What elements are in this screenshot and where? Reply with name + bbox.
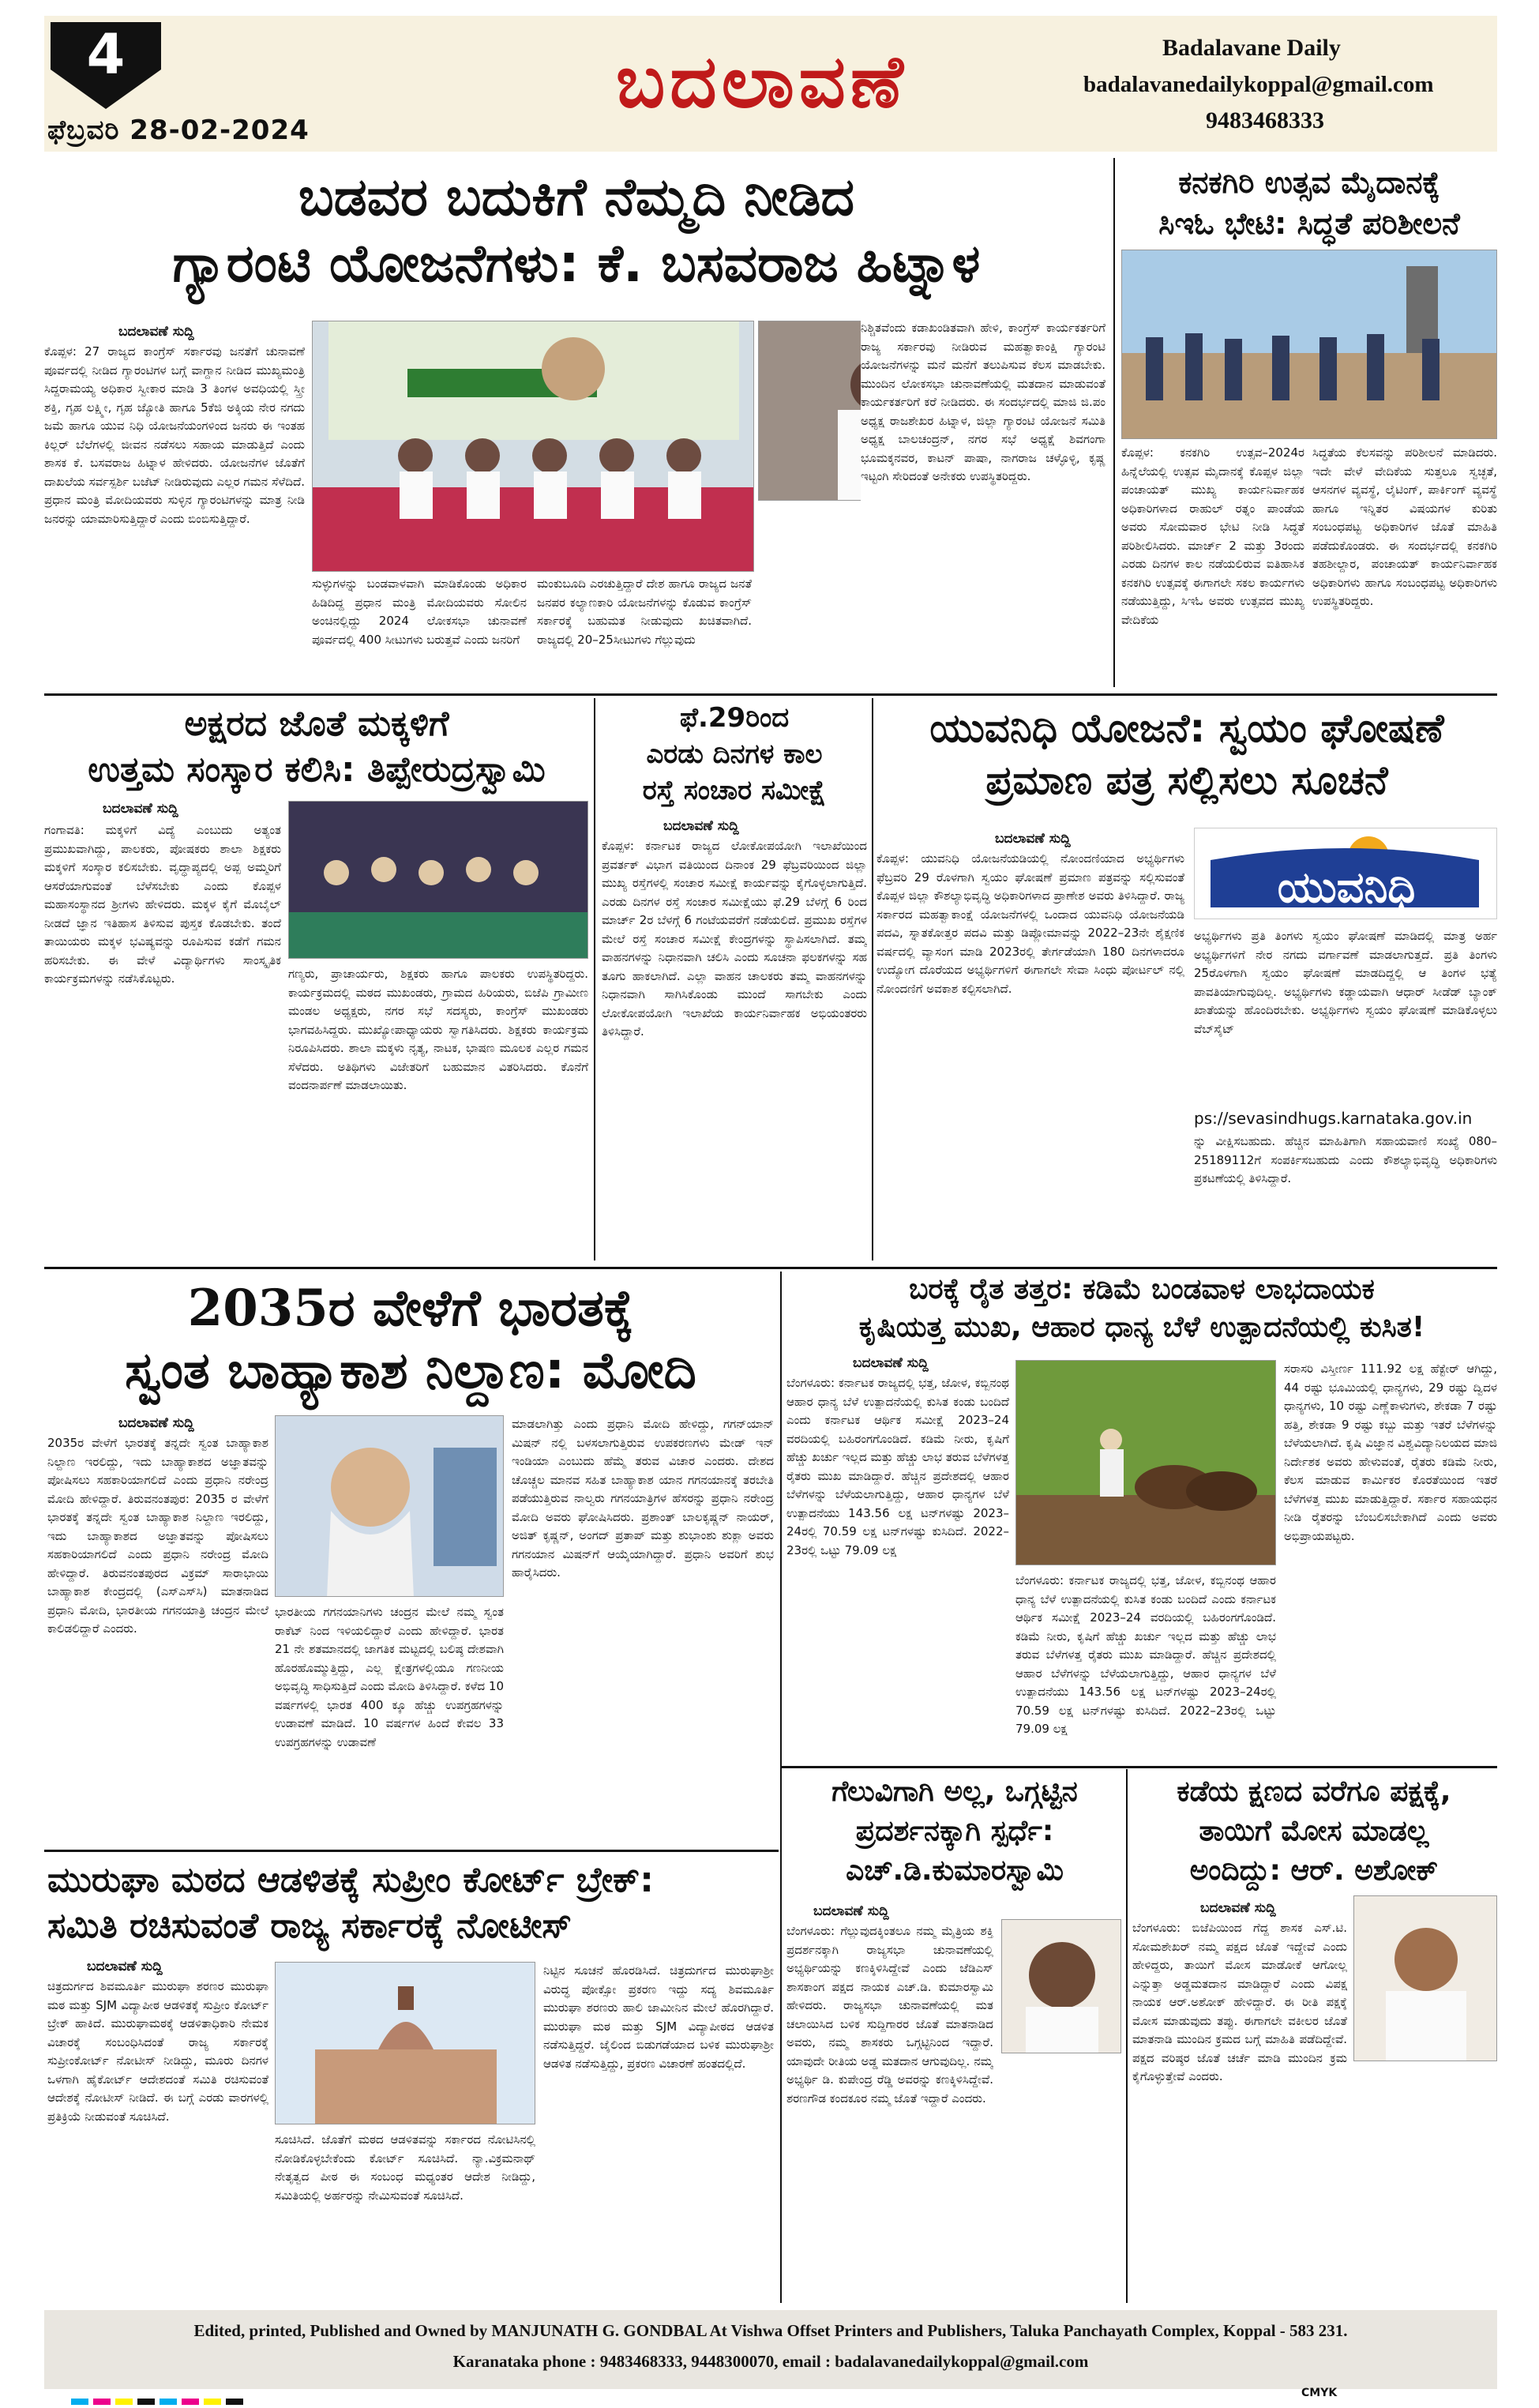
lead-col-1: ಕೊಪ್ಪಳ: 27 ರಾಜ್ಯದ ಕಾಂಗ್ರೆಸ್ ಸರ್ಕಾರವು ಜನತೆಗೆ ಚುನಾವಣೆ ಪೂರ್ವದಲ್ಲಿ ನೀಡಿದ ಗ್ಯಾರಂಟಿಗಳ ಬಗ್ಗೆ ವಾಗ್ದಾನ ನೀಡಿದ ಮುಖ್ಯಮಂತ್ರಿ ಸಿದ್ದರಾಮಯ್ಯ ಅಧಿಕಾರ ಸ್ವೀಕಾರ ಮಾಡಿ 3 ತಿಂಗಳ ಅವಧಿಯಲ್ಲಿ ಸ್ತ್ರೀ ಶಕ್ತಿ, ಗೃಹ ಲಕ್ಷ್ಮೀ, ಗೃಹ ಜ್ಯೋತಿ ಹಾಗೂ 5ಕೆಜಿ ಅಕ್ಕಿಯ ನೇರ ನಗದು ಜಮೆ ಹಾಗೂ ಯುವ ನಿಧಿ ಯೋಜನೆಯಂಗಳಿಂದ ಜನರು ಈ ಇಂತಹ ಕಿಲ್ಲರ್ ಬೆಲೆಗಳಲ್ಲಿ ಜೀವನ ನಡೆಸಲು ಸಹಾಯ ಮಾಡುತ್ತಿದೆ ಎಂದು ಶಾಸಕ ಕೆ. ಬಸವರಾಜ ಹಿಟ್ನಾಳ ಹೇಳಿದರು. ಯೋಜನೆಗಳ ಜೊತೆಗೆ ದಾಖಲೆಯ ಸರ್ವಸ್ಪರ್ಶಿ ಬಜೆಟ್ ನೀಡಿರುವುದು ಎಲ್ಲರ ಗಮನ ಸೆಳೆದಿದೆ. ಪ್ರಧಾನ ಮಂತ್ರಿ ಮೋದಿಯವರು ಸುಳ್ಳಿನ ಗ್ಯಾರಂಟಿಗಳನ್ನು ಮಾತ್ರ ನೀಡಿ ಜನರನ್ನು ಯಾಮಾರಿಸುತ್ತಿದ್ದಾರೆ ಎಂದು ಬಿಂಬಿಸುತ್ತಿದ್ದಾರೆ. <box>44 344 305 526</box>
akshara-photo-image <box>289 802 588 959</box>
kanakagiri-headline-1: ಕನಕಗಿರಿ ಉತ್ಸವ ಮೈದಾನಕ್ಕೆ <box>1178 165 1440 200</box>
space-col-3: ಮಾಡಲಾಗಿತ್ತು ಎಂದು ಪ್ರಧಾನಿ ಮೋದಿ ಹೇಳಿದ್ದು, ಗಗನ್‌ಯಾನ್ ಮಿಷನ್ ನಲ್ಲಿ ಬಳಸಲಾಗುತ್ತಿರುವ ಉಪಕರಣಗಳು ಮೇಡ್ ಇನ್ ಇಂಡಿಯಾ ಎಂಬುದು ಹೆಮ್ಮೆ ತರುವ ವಿಚಾರ ಎಂದರು. ದೇಶದ ಚೊಚ್ಚಲ ಮಾನವ ಸಹಿತ ಬಾಹ್ಯಾಕಾಶ ಯಾನ ಗಗನಯಾನಕ್ಕೆ ತರಬೇತಿ ಪಡೆಯುತ್ತಿರುವ ನಾಲ್ವರು ಗಗನಯಾತ್ರಿಗಳ ಹೆಸರನ್ನು ಪ್ರಧಾನಿ ನರೇಂದ್ರ ಮೋದಿ ಅವರು ಘೋಷಿಸಿದರು. ಪ್ರಶಾಂತ್ ಬಾಲಕೃಷ್ಣನ್ ನಾಯರ್, ಅಜಿತ್ ಕೃಷ್ಣನ್, ಅಂಗದ್ ಪ್ರತಾಪ್ ಮತ್ತು ಶುಭಾಂಶು ಶುಕ್ಲಾ ಅವರು ಗಗನಯಾನ ಮಿಷನ್‌ಗೆ ಆಯ್ಕೆಯಾಗಿದ್ದಾರೆ. ಪ್ರಧಾನಿ ಅವರಿಗೆ ಶುಭ ಹಾರೈಸಿದರು. <box>512 1417 774 1580</box>
ashok-photo-image <box>1354 1896 1497 2061</box>
section-rule <box>44 1850 779 1852</box>
column-rule <box>1113 158 1115 687</box>
hdk-headline-3: ಎಚ್.ಡಿ.ಕುಮಾರಸ್ವಾಮಿ <box>846 1854 1064 1887</box>
farmer-col-1: ಬೆಂಗಳೂರು: ಕರ್ನಾಟಕ ರಾಜ್ಯದಲ್ಲಿ ಭತ್ತ, ಜೋಳ, ಕಬ್ಬಿನಂಥ ಆಹಾರ ಧಾನ್ಯ ಬೆಳೆ ಉತ್ಪಾದನೆಯಲ್ಲಿ ಕುಸಿತ ಕಂಡು ಬಂದಿದೆ ಎಂದು ಕರ್ನಾಟಕ ಆರ್ಥಿಕ ಸಮೀಕ್ಷೆ 2023–24 ವರದಿಯಲ್ಲಿ ಬಹಿರಂಗಗೊಂಡಿದೆ. ಕಡಿಮೆ ನೀರು, ಕೃಷಿಗೆ ಹೆಚ್ಚು ಖರ್ಚು ಇಲ್ಲದ ಮತ್ತು ಹೆಚ್ಚು ಲಾಭ ತರುವ ಬೆಳೆಗಳತ್ತ ರೈತರು ಮುಖ ಮಾಡಿದ್ದಾರೆ. ಹೆಚ್ಚಿನ ಪ್ರದೇಶದಲ್ಲಿ ಆಹಾರ ಬೆಳೆಗಳನ್ನು ಬೆಳೆಯಲಾಗುತ್ತಿದ್ದು, ಆಹಾರ ಧಾನ್ಯಗಳ ಬೆಳೆ ಉತ್ಪಾದನೆಯು 143.56 ಲಕ್ಷ ಟನ್‌ಗಳಷ್ಟು 2023–24ರಲ್ಲಿ 70.59 ಲಕ್ಷ ಟನ್‌ಗಳಷ್ಟು ಕುಸಿದಿದೆ. 2022–23ರಲ್ಲಿ ಒಟ್ಟು 79.09 ಲಕ್ಷ <box>786 1376 1009 1557</box>
section-rule <box>780 1766 1497 1768</box>
footer-imprint <box>44 2310 1497 2389</box>
farmer-photo-image <box>1016 1361 1276 1565</box>
kanakagiri-photo <box>1121 250 1497 439</box>
hdk-headline-2: ಪ್ರದರ್ಶನಕ್ಕಾಗಿ ಸ್ಪರ್ಧೆ: <box>855 1815 1054 1847</box>
space-byline: ಬದಲಾವಣೆ ಸುದ್ದಿ <box>118 1415 194 1431</box>
column-rule <box>1126 1769 1128 2303</box>
akshara-col-1: ಗಂಗಾವತಿ: ಮಕ್ಕಳಿಗೆ ವಿದ್ಯೆ ಎಂಬುದು ಅತ್ಯಂತ ಪ್ರಮುಖವಾಗಿದ್ದು, ಪಾಲಕರು, ಪೋಷಕರು ಶಾಲಾ ಶಿಕ್ಷಕರು ಮಕ್ಕಳಿಗೆ ಸಂಸ್ಕಾರ ಕಲಿಸಬೇಕು. ವೃದ್ಧಾಪ್ಯದಲ್ಲಿ ಅಪ್ಪ ಅಮ್ಮರಿಗೆ ಆಸರೆಯಾಗುವಂತೆ ಬೆಳೆಸಬೇಕು ಎಂದು ಕೊಪ್ಪಳ ಮಹಾಸಂಸ್ಥಾನದ ಶ್ರೀಗಳು ಹೇಳಿದರು. ಮಕ್ಕಳ ಕೈಗೆ ಮೊಬೈಲ್ ನೀಡದೆ ಜ್ಞಾನ ಇತಿಹಾಸ ತಿಳಿಸುವ ಪುಸ್ತಕ ಕೊಡಬೇಕು. ತಂದೆ ತಾಯಿಯರು ಮಕ್ಕಳ ಭವಿಷ್ಯವನ್ನು ರೂಪಿಸುವ ಕಡೆಗೆ ಗಮನ ಹರಿಸಬೇಕು. ಈ ವೇಳೆ ವಿದ್ಯಾರ್ಥಿಗಳು ಸಾಂಸ್ಕೃತಿಕ ಕಾರ್ಯಕ್ರಮಗಳನ್ನು ನಡೆಸಿಕೊಟ್ಟರು. <box>44 823 281 986</box>
masthead-contact <box>1083 30 1494 139</box>
yuvanidhi-logo <box>1194 828 1497 919</box>
color-bar-left <box>71 2393 248 2408</box>
muruga-photo <box>275 1962 535 2124</box>
lead-col-2-text <box>861 319 1105 687</box>
kanakagiri-photo-image <box>1122 250 1497 439</box>
column-rule <box>594 698 595 1260</box>
yuvanidhi-col-1: ಕೊಪ್ಪಳ: ಯುವನಿಧಿ ಯೋಜನೆಯಡಿಯಲ್ಲಿ ನೋಂದಣಿಯಾದ ಅಭ್ಯರ್ಥಿಗಳು ಫೆಬ್ರವರಿ 29 ರೊಳಗಾಗಿ ಸ್ವಯಂ ಘೋಷಣೆ ಪ್ರಮಾಣ ಪತ್ರವನ್ನು ಸಲ್ಲಿಸುವಂತೆ ಕೊಪ್ಪಳ ಜಿಲ್ಲಾ ಕೌಶಲ್ಯಾಭಿವೃದ್ಧಿ ಅಧಿಕಾರಿಗಳಾದ ಪ್ರಾಣೇಶ ಅವರು ತಿಳಿಸಿದ್ದಾರೆ. ರಾಜ್ಯ ಸರ್ಕಾರದ ಮಹತ್ವಾಕಾಂಕ್ಷೆ ಯೋಜನೆಗಳಲ್ಲಿ ಒಂದಾದ ಯುವನಿಧಿ ಯೋಜನೆಯಡಿ ಪದವಿ, ಸ್ನಾತಕೋತ್ತರ ಪದವಿ ಮತ್ತು ಡಿಪ್ಲೋಮಾವನ್ನು 2022–23ನೇ ಶೈಕ್ಷಣಿಕ ವರ್ಷದಲ್ಲಿ ವ್ಯಾಸಂಗ ಮಾಡಿ 2023ರಲ್ಲಿ ತೇರ್ಗಡೆಯಾಗಿ 180 ದಿನಗಳಾದರೂ ಉದ್ಯೋಗ ದೊರೆಯದ ಅಭ್ಯರ್ಥಿಗಳಿಗೆ ಈಗಾಗಲೇ ಸೇವಾ ಸಿಂಧು ಪೋರ್ಟಲ್ ನಲ್ಲಿ ನೋಂದಣಿಗೆ ಅವಕಾಶ ಕಲ್ಪಿಸಲಾಗಿದೆ. <box>876 851 1184 996</box>
lead-col-2-body: ನಿಶ್ಚಿತವೆಂದು ಕಡಾಖಂಡಿತವಾಗಿ ಹೇಳಿ, ಕಾಂಗ್ರೆಸ್ ಕಾರ್ಯಕರ್ತರಿಗೆ ರಾಜ್ಯ ಸರ್ಕಾರವು ನೀಡಿರುವ ಮಹತ್ವಾಕಾಂಕ್ಷಿ ಗ್ಯಾರಂಟಿ ಯೋಜನೆಗಳನ್ನು ಮನೆ ಮನೆಗೆ ತಲುಪಿಸುವ ಕೆಲಸ ಮಾಡಬೇಕು. ಮುಂದಿನ ಲೋಕಸಭಾ ಚುನಾವಣೆಯಲ್ಲಿ ಮತದಾನ ಮಾಡುವಂತೆ ಕಾರ್ಯಕರ್ತರಿಗೆ ಕರೆ ನೀಡಿದರು. ಈ ಸಂದರ್ಭದಲ್ಲಿ ಮಾಜಿ ಜಿ.ಪಂ ಅಧ್ಯಕ್ಷ ರಾಜಶೇಖರ ಹಿಟ್ನಾಳ, ಜಿಲ್ಲಾ ಗ್ಯಾರಂಟಿ ಯೋಜನೆ ಸಮಿತಿ ಅಧ್ಯಕ್ಷ ಬಾಲಚಂದ್ರನ್, ನಗರ ಸಭೆ ಅಧ್ಯಕ್ಷೆ ಶಿವಗಂಗಾ ಭೂಮಕ್ಕನವರ, ಕಾಟನ್ ಪಾಷಾ, ನಾಗರಾಜ ಚಳ್ಳೊಳ್ಳಿ, ಕೃಷ್ಣ ಇಟ್ಟಂಗಿ ಸೇರಿದಂತೆ ಅನೇಕರು ಉಪಸ್ಥಿತರಿದ್ದರು. <box>861 321 1105 483</box>
yuvanidhi-headline-1: ಯುವನಿಧಿ ಯೋಜನೆ: ಸ್ವಯಂ ಘೋಷಣೆ <box>929 705 1444 751</box>
hdk-byline: ಬದಲಾವಣೆ ಸುದ್ದಿ <box>813 1903 889 1919</box>
ashok-headline-2: ತಾಯಿಗೆ ಮೋಸ ಮಾಡಲ್ಲ <box>1199 1815 1429 1847</box>
hdk-photo-image <box>1002 1920 1121 2053</box>
kanakagiri-col-1: ಕೊಪ್ಪಳ: ಕನಕಗಿರಿ ಉತ್ಸವ–2024ರ ಹಿನ್ನೆಲೆಯಲ್ಲಿ ಉತ್ಸವ ಮೈದಾನಕ್ಕೆ ಕೊಪ್ಪಳ ಜಿಲ್ಲಾ ಪಂಚಾಯತ್ ಮುಖ್ಯ ಕಾರ್ಯನಿರ್ವಾಹಕ ಅಧಿಕಾರಿಗಳಾದ ರಾಹುಲ್ ರತ್ನಂ ಪಾಂಡೆಯ ಅವರು ಸೋಮವಾರ ಭೇಟಿ ನೀಡಿ ಸಿದ್ಧತೆ ಪರಿಶೀಲಿಸಿದರು. ಮಾರ್ಚ್ 2 ಮತ್ತು 3ರಂದು ಎರಡು ದಿನಗಳ ಕಾಲ ನಡೆಯಲಿರುವ ಐತಿಹಾಸಿಕ ಕನಕಗಿರಿ ಉತ್ಸವಕ್ಕೆ ಈಗಾಗಲೇ ಸಕಲ ಕಾರ್ಯಗಳು ನಡೆಯುತ್ತಿದ್ದು, ಸಿಇಓ ಅವರು ಉತ್ಸವದ ಮುಖ್ಯ ವೇದಿಕೆಯ <box>1121 445 1304 627</box>
paper-email[interactable]: badalavanedailykoppal@gmail.com <box>1083 72 1434 97</box>
muruga-col-2: ಸೂಚಿಸಿದೆ. ಜೊತೆಗೆ ಮಠದ ಆಡಳಿತವನ್ನು ಸರ್ಕಾರದ ನೋಟಿಸಿನಲ್ಲಿ ನೋಡಿಕೊಳ್ಳಬೇಕೆಂದು ಕೋರ್ಟ್ ಸೂಚಿಸಿದೆ. ನ್ಯಾ.ವಿಕ್ರಮನಾಥ್ ನೇತೃತ್ವದ ಪೀಠ ಈ ಸಂಬಂಧ ಮಧ್ಯಂತರ ಆದೇಶ ನೀಡಿದ್ದು, ಸಮಿತಿಯಲ್ಲಿ ಅರ್ಹರನ್ನು ನೇಮಿಸುವಂತೆ ಸೂಚಿಸಿದೆ. <box>275 2132 535 2203</box>
column-rule <box>872 698 873 1260</box>
ashok-photo <box>1353 1895 1497 2061</box>
lead-photo <box>312 321 754 572</box>
lead-caption-1: ಸುಳ್ಳುಗಳನ್ನು ಬಂಡವಾಳವಾಗಿ ಮಾಡಿಕೊಂಡು ಅಧಿಕಾರ ಹಿಡಿದಿದ್ದ ಪ್ರಧಾನ ಮಂತ್ರಿ ಮೋದಿಯವರು ಸೋಲಿನ ಅಂಚಿನಲ್ಲಿದ್ದು 2024 ಲೋಕಸಭಾ ಚುನಾವಣೆ ಪೂರ್ವದಲ್ಲಿ 400 ಸೀಟುಗಳು ಬರುತ್ತವೆ ಎಂದು ಜನರಿಗೆ <box>312 577 527 647</box>
ashok-col-1: ಬೆಂಗಳೂರು: ಬಿಜೆಪಿಯಿಂದ ಗೆದ್ದ ಶಾಸಕ ಎಸ್.ಟಿ. ಸೋಮಶೇಖರ್ ನಮ್ಮ ಪಕ್ಷದ ಜೊತೆ ಇದ್ದೇವೆ ಎಂದು ಹೇಳಿದ್ದರು, ತಾಯಿಗೆ ಮೋಸ ಮಾಡೋಕೆ ಆಗೋಲ್ಲ ಎನ್ನುತ್ತಾ ಅಡ್ಡಮತದಾನ ಮಾಡಿದ್ದಾರೆ ಎಂದು ವಿಪಕ್ಷ ನಾಯಕ ಆರ್.ಅಶೋಕ್ ಹೇಳಿದ್ದಾರೆ. ಈ ರೀತಿ ಪಕ್ಷಕ್ಕೆ ಮೋಸ ಮಾಡುವುದು ತಪ್ಪು. ಈಗಾಗಲೇ ವಕೀಲರ ಜೊತೆ ಮಾತನಾಡಿ ಮುಂದಿನ ಕ್ರಮದ ಬಗ್ಗೆ ಮಾಹಿತಿ ಪಡೆದಿದ್ದೇವೆ. ಪಕ್ಷದ ವರಿಷ್ಠರ ಜೊತೆ ಚರ್ಚೆ ಮಾಡಿ ಮುಂದಿನ ಕ್ರಮ ಕೈಗೊಳ್ಳುತ್ತೇವೆ ಎಂದರು. <box>1132 1921 1347 2083</box>
lead-headline-2: ಗ್ಯಾರಂಟಿ ಯೋಜನೆಗಳು: ಕೆ. ಬಸವರಾಜ ಹಿಟ್ನಾಳ <box>172 233 981 294</box>
paper-name: Badalavane Daily <box>1162 35 1341 61</box>
issue-date: ಫೆಬ್ರವರಿ 28-02-2024 <box>47 115 310 146</box>
kanakagiri-col-2: ಸಿದ್ಧತೆಯ ಕೆಲಸವನ್ನು ಪರಿಶೀಲನೆ ಮಾಡಿದರು. ಇದೇ ವೇಳೆ ವೇದಿಕೆಯ ಸುತ್ತಲೂ ಸ್ವಚ್ಛತೆ, ಆಸನಗಳ ವ್ಯವಸ್ಥೆ, ಲೈಟಿಂಗ್, ಪಾರ್ಕಿಂಗ್ ವ್ಯವಸ್ಥೆ ಹಾಗೂ ಇನ್ನಿತರ ವಿಷಯಗಳ ಕುರಿತು ಸಂಬಂಧಪಟ್ಟ ಅಧಿಕಾರಿಗಳ ಜೊತೆ ಮಾಹಿತಿ ಪಡೆದುಕೊಂಡರು. ಈ ಸಂದರ್ಭದಲ್ಲಿ ಕನಕಗಿರಿ ತಹಶೀಲ್ದಾರ, ಪಂಚಾಯತ್ ಕಾರ್ಯನಿರ್ವಾಹಕ ಅಧಿಕಾರಿಗಳು ಹಾಗೂ ಸಂಬಂಧಪಟ್ಟ ಅಧಿಕಾರಿಗಳು ಉಪಸ್ಥಿತರಿದ್ದರು. <box>1312 445 1497 608</box>
road-col-1: ಕೊಪ್ಪಳ: ಕರ್ನಾಟಕ ರಾಜ್ಯದ ಲೋಕೋಪಯೋಗಿ ಇಲಾಖೆಯಿಂದ ಪ್ರವರ್ತಕ್ ವಿಭಾಗ ವತಿಯಿಂದ ದಿನಾಂಕ 29 ಫೆಬ್ರವರಿಯಿಂದ ಜಿಲ್ಲಾ ಮುಖ್ಯ ರಸ್ತೆಗಳಲ್ಲಿ ಸಂಚಾರ ಸಮೀಕ್ಷೆ ಕಾರ್ಯವನ್ನು ಕೈಗೊಳ್ಳಲಾಗುತ್ತಿದೆ. ಎರಡು ದಿನಗಳ ರಸ್ತೆ ಸಂಚಾರ ಸಮೀಕ್ಷೆಯು ಫೆ.29 ಬೆಳಗ್ಗೆ 6 ರಿಂದ ಮಾರ್ಚ್ 2ರ ಬೆಳಗ್ಗೆ 6 ಗಂಟೆಯವರೆಗೆ ನಡೆಯಲಿದೆ. ಪ್ರಮುಖ ರಸ್ತೆಗಳ ಮೇಲೆ ರಸ್ತೆ ಸಂಚಾರ ಸಮೀಕ್ಷೆ ಕೇಂದ್ರಗಳನ್ನು ಸ್ಥಾಪಿಸಲಾಗಿದೆ. ತಮ್ಮ ವಾಹನಗಳನ್ನು ನಿಧಾನವಾಗಿ ಚಲಿಸಿ ಎಂದು ಸೂಚನಾ ಫಲಕಗಳನ್ನು ಸಹ ತೂಗು ಹಾಕಲಾಗಿದೆ. ಎಲ್ಲಾ ವಾಹನ ಚಾಲಕರು ತಮ್ಮ ವಾಹನಗಳನ್ನು ನಿಧಾನವಾಗಿ ಸಾಗಿಸಿಕೊಂಡು ಮುಂದೆ ಸಾಗಬೇಕು ಎಂದು ಲೋಕೋಪಯೋಗಿ ಇಲಾಖೆಯ ಕಾರ್ಯನಿರ್ವಾಹಕ ಅಭಿಯಂತರರು ತಿಳಿಸಿದ್ದಾರೆ. <box>602 839 867 1039</box>
yuvanidhi-byline: ಬದಲಾವಣೆ ಸುದ್ದಿ <box>995 831 1071 847</box>
akshara-headline-1: ಅಕ್ಷರದ ಜೊತೆ ಮಕ್ಕಳಿಗೆ <box>184 704 449 744</box>
lead-headline-1: ಬಡವರ ಬದುಕಿಗೆ ನೆಮ್ಮದಿ ನೀಡಿದ <box>298 167 855 227</box>
farmer-photo <box>1015 1360 1276 1565</box>
page-number-badge <box>51 22 161 117</box>
akshara-col-2: ಗಣ್ಯರು, ಪ್ರಾಚಾರ್ಯರು, ಶಿಕ್ಷಕರು ಹಾಗೂ ಪಾಲಕರು ಉಪಸ್ಥಿತರಿದ್ದರು. ಕಾರ್ಯಕ್ರಮದಲ್ಲಿ ಮಠದ ಮುಖಂಡರು, ಗ್ರಾಮದ ಹಿರಿಯರು, ಬಿಜೆಪಿ ಗ್ರಾಮೀಣ ಮಂಡಲ ಅಧ್ಯಕ್ಷರು, ನಗರ ಸಭೆ ಸದಸ್ಯರು, ಕಾಂಗ್ರೆಸ್ ಮುಖಂಡರು ಭಾಗವಹಿಸಿದ್ದರು. ಮುಖ್ಯೋಪಾಧ್ಯಾಯರು ಸ್ವಾಗತಿಸಿದರು. ಶಿಕ್ಷಕರು ಕಾರ್ಯಕ್ರಮ ನಿರೂಪಿಸಿದರು. ಶಾಲಾ ಮಕ್ಕಳು ನೃತ್ಯ, ನಾಟಕ, ಭಾಷಣ ಮೂಲಕ ಎಲ್ಲರ ಗಮನ ಸೆಳೆದರು. ಅತಿಥಿಗಳು ವಿಜೇತರಿಗೆ ಬಹುಮಾನ ವಿತರಿಸಿದರು. ಕೊನೆಗೆ ವಂದನಾರ್ಪಣೆ ಮಾಡಲಾಯಿತು. <box>288 967 588 1092</box>
ashok-headline-1: ಕಡೆಯ ಕ್ಷಣದ ವರೆಗೂ ಪಕ್ಷಕ್ಕೆ, <box>1177 1775 1451 1808</box>
space-photo-image <box>276 1416 504 1597</box>
hdk-headline-1: ಗೆಲುವಿಗಾಗಿ ಅಲ್ಲ, ಒಗ್ಗಟ್ಟಿನ <box>831 1775 1078 1808</box>
column-rule <box>780 1272 782 1848</box>
farmer-headline-1: ಬರಕ್ಕೆ ರೈತ ತತ್ತರ: ಕಡಿಮೆ ಬಂಡವಾಳ ಲಾಭದಾಯಕ <box>909 1273 1375 1305</box>
muruga-headline-2: ಸಮಿತಿ ರಚಿಸುವಂತೆ ರಾಜ್ಯ ಸರ್ಕಾರಕ್ಕೆ ನೋಟೀಸ್ <box>47 1906 572 1946</box>
farmer-col-2: ಸರಾಸರಿ ವಿಸ್ತೀರ್ಣ 111.92 ಲಕ್ಷ ಹೆಕ್ಟೇರ್ ಆಗಿದ್ದು, 44 ರಷ್ಟು ಭೂಮಿಯಲ್ಲಿ ಧಾನ್ಯಗಳು, 29 ರಷ್ಟು ದ್ವಿದಳ ಧಾನ್ಯಗಳು, 10 ರಷ್ಟು ಎಣ್ಣೆಕಾಳುಗಳು, ಶೇಕಡಾ 7 ರಷ್ಟು ಹತ್ತಿ, ಶೇಕಡಾ 9 ರಷ್ಟು ಕಬ್ಬು ಮತ್ತು ಇತರೆ ಬೆಳೆಗಳನ್ನು ಬೆಳೆಯಲಾಗಿದೆ. ಕೃಷಿ ವಿಜ್ಞಾನ ವಿಶ್ವವಿದ್ಯಾನಿಲಯದ ಮಾಜಿ ನಿರ್ದೇಶಕ ಅವರು ಹೇಳುವಂತೆ, ರೈತರು ಕಡಿಮೆ ನೀರು, ಕೆಲಸ ಮಾಡುವ ಕಾರ್ಮಿಕರ ಕೊರತೆಯಿಂದ ಇತರೆ ಬೆಳೆಗಳತ್ತ ಮುಖ ಮಾಡುತ್ತಿದ್ದಾರೆ. ಸರ್ಕಾರ ಸಹಾಯಧನ ನೀಡಿ ರೈತರನ್ನು ಬೆಂಬಲಿಸಬೇಕಾಗಿದೆ ಎಂದು ಅವರು ಅಭಿಪ್ರಾಯಪಟ್ಟರು. <box>1284 1362 1497 1543</box>
muruga-col-3: ನಿಟ್ಟಿನ ಸೂಚನೆ ಹೊರಡಿಸಿದೆ. ಚಿತ್ರದುರ್ಗದ ಮುರುಘಾಶ್ರೀ ವಿರುದ್ಧ ಪೋಕ್ಸೋ ಪ್ರಕರಣ ಇದ್ದು ಸದ್ಯ ಶಿವಮೂರ್ತಿ ಮುರುಘಾ ಶರಣರು ಹಾಲಿ ಜಾಮೀನಿನ ಮೇಲೆ ಹೊರಗಿದ್ದಾರೆ. ಮುರುಘಾ ಮಠ ಮತ್ತು SJM ವಿದ್ಯಾಪೀಠದ ಆಡಳಿತ ನಡೆಸುತ್ತಿದ್ದರೆ. ಜೈಲಿಂದ ಬಿಡುಗಡೆಯಾದ ಬಳಿಕ ಮುರುಘಾಶ್ರೀ ಆಡಳಿತ ನಡೆಸುತ್ತಿದ್ದು, ಪ್ರಕರಣ ವಿಚಾರಣೆ ಹಂತದಲ್ಲಿದೆ. <box>543 1963 774 2071</box>
farmer-col-1b: ಬೆಂಗಳೂರು: ಕರ್ನಾಟಕ ರಾಜ್ಯದಲ್ಲಿ ಭತ್ತ, ಜೋಳ, ಕಬ್ಬಿನಂಥ ಆಹಾರ ಧಾನ್ಯ ಬೆಳೆ ಉತ್ಪಾದನೆಯಲ್ಲಿ ಕುಸಿತ ಕಂಡು ಬಂದಿದೆ ಎಂದು ಕರ್ನಾಟಕ ಆರ್ಥಿಕ ಸಮೀಕ್ಷೆ 2023–24 ವರದಿಯಲ್ಲಿ ಬಹಿರಂಗಗೊಂಡಿದೆ. ಕಡಿಮೆ ನೀರು, ಕೃಷಿಗೆ ಹೆಚ್ಚು ಖರ್ಚು ಇಲ್ಲದ ಮತ್ತು ಹೆಚ್ಚು ಲಾಭ ತರುವ ಬೆಳೆಗಳತ್ತ ರೈತರು ಮುಖ ಮಾಡಿದ್ದಾರೆ. ಹೆಚ್ಚಿನ ಪ್ರದೇಶದಲ್ಲಿ ಆಹಾರ ಬೆಳೆಗಳನ್ನು ಬೆಳೆಯಲಾಗುತ್ತಿದ್ದು, ಆಹಾರ ಧಾನ್ಯಗಳ ಬೆಳೆ ಉತ್ಪಾದನೆಯು 143.56 ಲಕ್ಷ ಟನ್‌ಗಳಷ್ಟು 2023–24ರಲ್ಲಿ 70.59 ಲಕ್ಷ ಟನ್‌ಗಳಷ್ಟು ಕುಸಿದಿದೆ. 2022–23ರಲ್ಲಿ ಒಟ್ಟು 79.09 ಲಕ್ಷ <box>1015 1573 1276 1736</box>
paper-phone: 9483468333 <box>1206 107 1324 133</box>
road-headline-1: ಫೆ.29ರಿಂದ <box>679 702 790 734</box>
footer-line-1: Edited, printed, Published and Owned by MANJUNATH G. GONDBAL At Vishwa Offset Printers and Publishers, Taluka Panchayath Complex, Koppal - 583 231. <box>193 2321 1348 2340</box>
page-number: 4 <box>86 22 126 87</box>
column-rule <box>780 1766 782 2303</box>
lead-byline: ಬದಲಾವಣೆ ಸುದ್ದಿ <box>118 324 194 340</box>
lead-photo-image <box>313 321 754 572</box>
akshara-byline: ಬದಲಾವಣೆ ಸುದ್ದಿ <box>103 801 178 817</box>
road-headline-2: ಎರಡು ದಿನಗಳ ಕಾಲ <box>646 738 823 770</box>
masthead-title: ಬದಲಾವಣೆ <box>616 39 908 124</box>
section-rule <box>44 1267 1497 1269</box>
ashok-byline: ಬದಲಾವಣೆ ಸುದ್ದಿ <box>1200 1900 1276 1916</box>
yuvanidhi-col-2: ಅಭ್ಯರ್ಥಿಗಳು ಪ್ರತಿ ತಿಂಗಳು ಸ್ವಯಂ ಘೋಷಣೆ ಮಾಡಿದಲ್ಲಿ ಮಾತ್ರ ಅರ್ಹ ಅಭ್ಯರ್ಥಿಗಳಿಗೆ ನೇರ ನಗದು ವರ್ಗಾವಣೆ ಮಾಡಲಾಗುತ್ತದೆ. ಪ್ರತಿ ತಿಂಗಳು 25ರೊಳಗಾಗಿ ಸ್ವಯಂ ಘೋಷಣೆ ಮಾಡದಿದ್ದಲ್ಲಿ ಆ ತಿಂಗಳ ಭತ್ಯೆ ಪಾವತಿಯಾಗುವುದಿಲ್ಲ. ಅಭ್ಯರ್ಥಿಗಳು ಕಡ್ಡಾಯವಾಗಿ ಆಧಾರ್ ಸೀಡೆಡ್ ಬ್ಯಾಂಕ್ ಖಾತೆಯನ್ನು ಹೊಂದಿರಬೇಕು. ಅಭ್ಯರ್ಥಿಗಳು ಸ್ವಯಂ ಘೋಷಣೆ ಮಾಡಿಕೊಳ್ಳಲು ವೆಬ್‌ಸೈಟ್ <box>1194 929 1497 1036</box>
footer-line-2: Karanataka phone : 9483468333, 9448300070, email : badalavanedailykoppal@gmail.com <box>452 2352 1089 2371</box>
kanakagiri-headline-2: ಸಿಇಓ ಭೇಟಿ: ಸಿದ್ಧತೆ ಪರಿಶೀಲನೆ <box>1158 206 1460 241</box>
muruga-col-1: ಚಿತ್ರದುರ್ಗದ ಶಿವಮೂರ್ತಿ ಮುರುಘಾ ಶರಣರ ಮುರುಘಾ ಮಠ ಮತ್ತು SJM ವಿದ್ಯಾಪೀಠ ಆಡಳಿತಕ್ಕೆ ಸುಪ್ರೀಂ ಕೋರ್ಟ್ ಬ್ರೇಕ್ ಹಾಕಿದೆ. ಮುರುಘಾಮಠಕ್ಕೆ ಆಡಳಿತಾಧಿಕಾರಿ ನೇಮಕ ವಿಚಾರಕ್ಕೆ ಸಂಬಂಧಿಸಿದಂತೆ ರಾಜ್ಯ ಸರ್ಕಾರಕ್ಕೆ ಸುಪ್ರೀಂಕೋರ್ಟ್ ನೋಟೀಸ್ ನೀಡಿದ್ದು, ಮೂರು ದಿನಗಳ ಒಳಗಾಗಿ ಹೈಕೋರ್ಟ್ ಆದೇಶದಂತೆ ಸಮಿತಿ ರಚಿಸುವಂತೆ ಆದೇಶಕ್ಕೆ ನೋಟೀಸ್ ನೀಡಿದೆ. ಈ ಬಗ್ಗೆ ಎರಡು ವಾರಗಳಲ್ಲಿ ಪ್ರತಿಕ್ರಿಯೆ ನೀಡುವಂತೆ ಸೂಚಿಸಿದೆ. <box>47 1979 268 2124</box>
space-photo <box>275 1415 504 1597</box>
ashok-headline-3: ಅಂದಿದ್ದು: ಆರ್. ಅಶೋಕ್ <box>1189 1854 1439 1887</box>
space-col-1: 2035ರ ವೇಳೆಗೆ ಭಾರತಕ್ಕೆ ತನ್ನದೇ ಸ್ವಂತ ಬಾಹ್ಯಾಕಾಶ ನಿಲ್ದಾಣ ಇರಲಿದ್ದು, ಇದು ಬಾಹ್ಯಾಕಾಶದ ಅಜ್ಞಾತವನ್ನು ಪೋಷಿಸಲು ಸಹಕಾರಿಯಾಗಲಿದೆ ಎಂದು ಪ್ರಧಾನಿ ನರೇಂದ್ರ ಮೋದಿ ಹೇಳಿದ್ದಾರೆ. ತಿರುವನಂತಪುರ: 2035 ರ ವೇಳೆಗೆ ಭಾರತಕ್ಕೆ ತನ್ನದೇ ಸ್ವಂತ ಬಾಹ್ಯಾಕಾಶ ನಿಲ್ದಾಣ ಇರಲಿದ್ದು, ಇದು ಬಾಹ್ಯಾಕಾಶದ ಅಜ್ಞಾತವನ್ನು ಪೋಷಿಸಲು ಸಹಕಾರಿಯಾಗಲಿದೆ ಎಂದು ಪ್ರಧಾನಿ ನರೇಂದ್ರ ಮೋದಿ ಹೇಳಿದ್ದಾರೆ. ತಿರುವನಂತಪುರದ ವಿಕ್ರಮ್ ಸಾರಾಭಾಯಿ ಬಾಹ್ಯಾಕಾಶ ಕೇಂದ್ರದಲ್ಲಿ (ಎಸ್‌ಎಸ್‌ಸಿ) ಮಾತನಾಡಿದ ಪ್ರಧಾನಿ ಮೋದಿ, ಭಾರತೀಯ ಗಗನಯಾತ್ರಿ ಚಂದ್ರನ ಮೇಲೆ ಕಾಲಿಡಲಿದ್ದಾರೆ ಎಂದರು. <box>47 1436 268 1636</box>
hdk-photo <box>1001 1919 1121 2053</box>
muruga-headline-1: ಮುರುಘಾ ಮಠದ ಆಡಳಿತಕ್ಕೆ ಸುಪ್ರೀಂ ಕೋರ್ಟ್ ಬ್ರೇಕ್: <box>47 1860 654 1900</box>
supreme-court-photo <box>276 1963 535 2124</box>
section-rule <box>44 693 1497 696</box>
road-byline: ಬದಲಾವಣೆ ಸುದ್ದಿ <box>663 818 739 834</box>
lead-caption-2: ಮಂಕುಬೂದಿ ಎರಚುತ್ತಿದ್ದಾರೆ ದೇಶ ಹಾಗೂ ರಾಜ್ಯದ ಜನತೆ ಜನಪರ ಕಲ್ಯಾಣಕಾರಿ ಯೋಜನೆಗಳನ್ನು ಕೊಡುವ ಕಾಂಗ್ರೆಸ್ ಸರ್ಕಾರಕ್ಕೆ ಬಹುಮತ ನೀಡುವುದು ಖಚಿತವಾಗಿದೆ. ರಾಜ್ಯದಲ್ಲಿ 20–25ಸೀಟುಗಳು ಗೆಲ್ಲುವುದು <box>537 577 752 647</box>
farmer-byline: ಬದಲಾವಣೆ ಸುದ್ದಿ <box>853 1355 929 1371</box>
yuvanidhi-headline-2: ಪ್ರಮಾಣ ಪತ್ರ ಸಲ್ಲಿಸಲು ಸೂಚನೆ <box>985 757 1388 803</box>
yuvanidhi-col-3: ನ್ನು ವೀಕ್ಷಿಸಬಹುದು. ಹೆಚ್ಚಿನ ಮಾಹಿತಿಗಾಗಿ ಸಹಾಯವಾಣಿ ಸಂಖ್ಯೆ 080–25189112ಗೆ ಸಂಪರ್ಕಿಸಬಹುದು ಎಂದು ಕೌಶಲ್ಯಾಭಿವೃದ್ಧಿ ಅಧಿಕಾರಿಗಳು ಪ್ರಕಟಣೆಯಲ್ಲಿ ತಿಳಿಸಿದ್ದಾರೆ. <box>1194 1134 1497 1185</box>
hdk-col-1: ಬೆಂಗಳೂರು: ಗೆಲ್ಲುವುದಕ್ಕಿಂತಲೂ ನಮ್ಮ ಮೈತ್ರಿಯ ಶಕ್ತಿ ಪ್ರದರ್ಶನಕ್ಕಾಗಿ ರಾಜ್ಯಸಭಾ ಚುನಾವಣೆಯಲ್ಲಿ ಅಭ್ಯರ್ಥಿಯನ್ನು ಕಣಕ್ಕಿಳಿಸಿದ್ದೇವೆ ಎಂದು ಜೆಡಿಎಸ್ ಶಾಸಕಾಂಗ ಪಕ್ಷದ ನಾಯಕ ಎಚ್.ಡಿ. ಕುಮಾರಸ್ವಾಮಿ ಹೇಳಿದರು. ರಾಜ್ಯಸಭಾ ಚುನಾವಣೆಯಲ್ಲಿ ಮತ ಚಲಾಯಿಸಿದ ಬಳಿಕ ಸುದ್ದಿಗಾರರ ಜೊತೆ ಮಾತನಾಡಿದ ಅವರು, ನಮ್ಮ ಶಾಸಕರು ಒಗ್ಗಟ್ಟಿನಿಂದ ಇದ್ದಾರೆ. ಯಾವುದೇ ರೀತಿಯ ಅಡ್ಡ ಮತದಾನ ಆಗುವುದಿಲ್ಲ. ನಮ್ಮ ಅಭ್ಯರ್ಥಿ ಡಿ. ಕುಪೇಂದ್ರ ರೆಡ್ಡಿ ಅವರನ್ನು ಕಣಕ್ಕಿಳಿಸಿದ್ದೇವೆ. ಶರಣಗೌಡ ಕಂದಕೂರ ನಮ್ಮ ಜೊತೆ ಇದ್ದಾರೆ ಎಂದರು. <box>786 1924 993 2106</box>
space-headline-1: 2035ರ ವೇಳೆಗೆ ಭಾರತಕ್ಕೆ <box>187 1279 634 1338</box>
akshara-headline-2: ಉತ್ತಮ ಸಂಸ್ಕಾರ ಕಲಿಸಿ: ತಿಪ್ಪೇರುದ್ರಸ್ವಾಮಿ <box>88 749 546 790</box>
space-col-2: ಭಾರತೀಯ ಗಗನಯಾನಿಗಳು ಚಂದ್ರನ ಮೇಲೆ ನಮ್ಮ ಸ್ವಂತ ರಾಕೆಟ್ ನಿಂದ ಇಳಿಯಲಿದ್ದಾರೆ ಎಂದು ಹೇಳಿದ್ದಾರೆ. ಭಾರತ 21 ನೇ ಶತಮಾನದಲ್ಲಿ ಜಾಗತಿಕ ಮಟ್ಟದಲ್ಲಿ ಬಲಿಷ್ಠ ದೇಶವಾಗಿ ಹೊರಹೊಮ್ಮುತ್ತಿದ್ದು, ಎಲ್ಲ ಕ್ಷೇತ್ರಗಳಲ್ಲಿಯೂ ಗಣನೀಯ ಅಭಿವೃದ್ಧಿ ಸಾಧಿಸುತ್ತಿದೆ ಎಂದು ಮೋದಿ ತಿಳಿಸಿದ್ದಾರೆ. ಕಳೆದ 10 ವರ್ಷಗಳಲ್ಲಿ ಭಾರತ 400 ಕ್ಕೂ ಹೆಚ್ಚು ಉಪಗ್ರಹಗಳನ್ನು ಉಡಾವಣೆ ಮಾಡಿದೆ. 10 ವರ್ಷಗಳ ಹಿಂದೆ ಕೇವಲ 33 ಉಪಗ್ರಹಗಳನ್ನು ಉಡಾವಣೆ <box>275 1605 504 1749</box>
space-headline-2: ಸ್ವಂತ ಬಾಹ್ಯಾಕಾಶ ನಿಲ್ದಾಣ: ಮೋದಿ <box>125 1342 696 1400</box>
road-headline-3: ರಸ್ತೆ ಸಂಚಾರ ಸಮೀಕ್ಷೆ <box>642 775 827 806</box>
yuvanidhi-url[interactable]: ps://sevasindhugs.karnataka.gov.in <box>1194 1109 1473 1128</box>
akshara-photo <box>288 801 588 959</box>
yuvanidhi-logo-text: ಯುವನಿಧಿ <box>1277 862 1416 912</box>
farmer-headline-2: ಕೃಷಿಯತ್ತ ಮುಖ, ಆಹಾರ ಧಾನ್ಯ ಬೆಳೆ ಉತ್ಪಾದನೆಯಲ್ಲಿ ಕುಸಿತ! <box>858 1311 1425 1343</box>
muruga-byline: ಬದಲಾವಣೆ ಸುದ್ದಿ <box>87 1959 163 1974</box>
cmyk-label: CMYK <box>1301 2387 1338 2399</box>
